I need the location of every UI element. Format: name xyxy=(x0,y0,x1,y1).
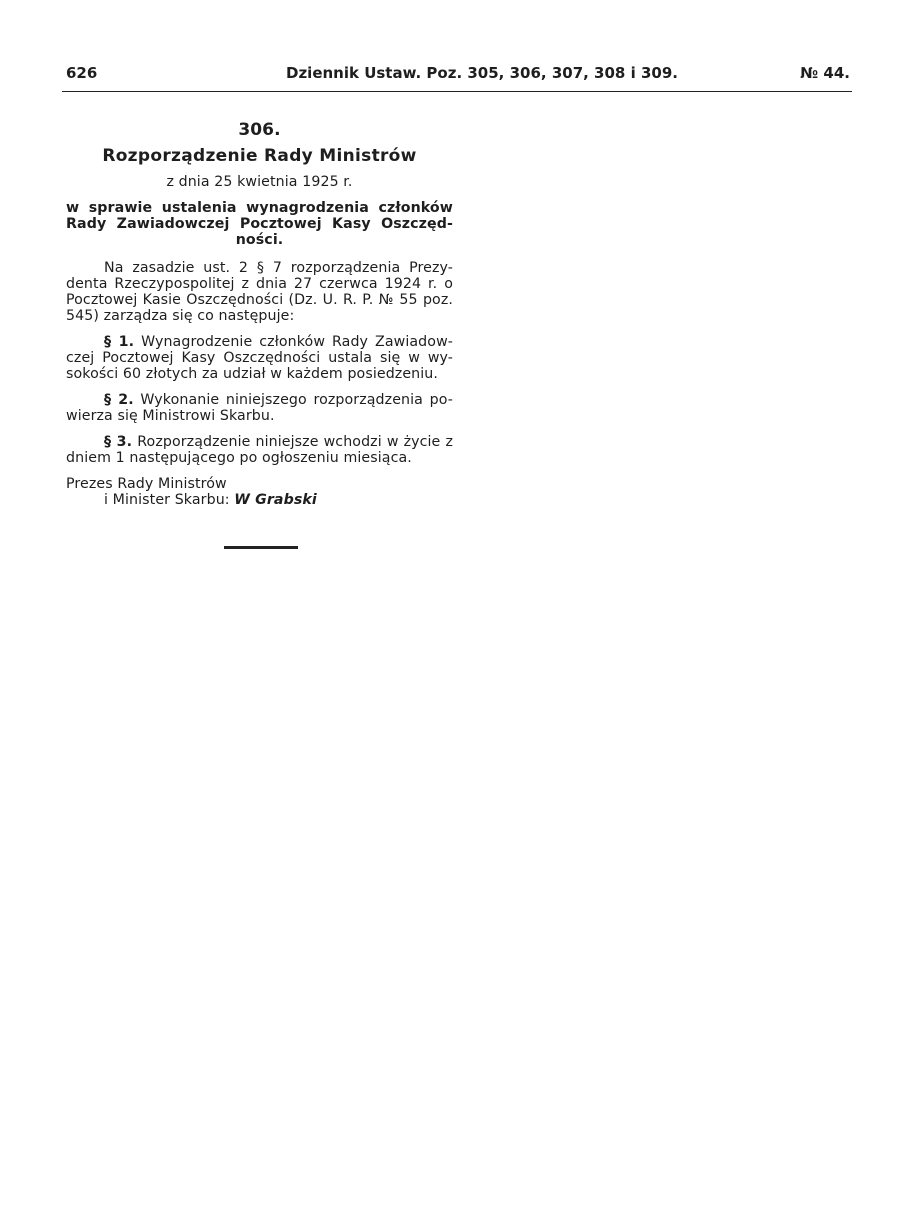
page-header xyxy=(66,64,850,86)
act-subject: w sprawie ustalenia wynagrodzenia członków Rady Zawiadowczej Pocztowej Kasy Oszczęd-ności. xyxy=(66,200,453,248)
section-label: § 3. xyxy=(104,434,133,450)
issue-number: № 44. xyxy=(800,64,850,82)
journal-title: Dziennik Ustaw. Poz. 305, 306, 307, 308 i 309. xyxy=(286,64,678,82)
section-text: Rozporządzenie niniejsze wchodzi w życie z dniem 1 następującego po ogłoszeniu miesiąca. xyxy=(66,434,453,466)
signature-office: i Minister Skarbu: xyxy=(104,492,230,508)
section-2 xyxy=(66,392,453,424)
header-rule xyxy=(62,91,852,92)
preamble: Na zasadzie ust. 2 § 7 rozporządzenia Prezy-denta Rzeczypospolitej z dnia 27 czerwca 1924 r. o Pocztowej Kasie Oszczędności (Dz. U. R. P. № 55 poz. 545) zarządza się co następuje: xyxy=(66,260,453,324)
act-column xyxy=(66,118,453,508)
page-number: 626 xyxy=(66,64,98,82)
act-title: Rozporządzenie Rady Ministrów xyxy=(102,146,417,166)
section-label: § 2. xyxy=(104,392,134,408)
section-text: Wynagrodzenie członków Rady Zawiadow-czej Pocztowej Kasy Oszczędności ustala się w wy-sokości 60 złotych za udział w każdem posiedzeniu. xyxy=(66,334,453,382)
section-text: Wykonanie niniejszego rozporządzenia po-wierza się Ministrowi Skarbu. xyxy=(66,392,453,424)
signatory-name: W Grabski xyxy=(234,492,317,508)
signature-title: Prezes Rady Ministrów xyxy=(66,476,227,492)
end-rule xyxy=(224,546,298,549)
section-3 xyxy=(66,434,453,466)
act-number: 306. xyxy=(238,120,281,140)
signature-line xyxy=(66,492,453,508)
section-1 xyxy=(66,334,453,382)
signature-block xyxy=(66,476,453,508)
section-label: § 1. xyxy=(104,334,135,350)
act-date: z dnia 25 kwietnia 1925 r. xyxy=(166,174,353,190)
